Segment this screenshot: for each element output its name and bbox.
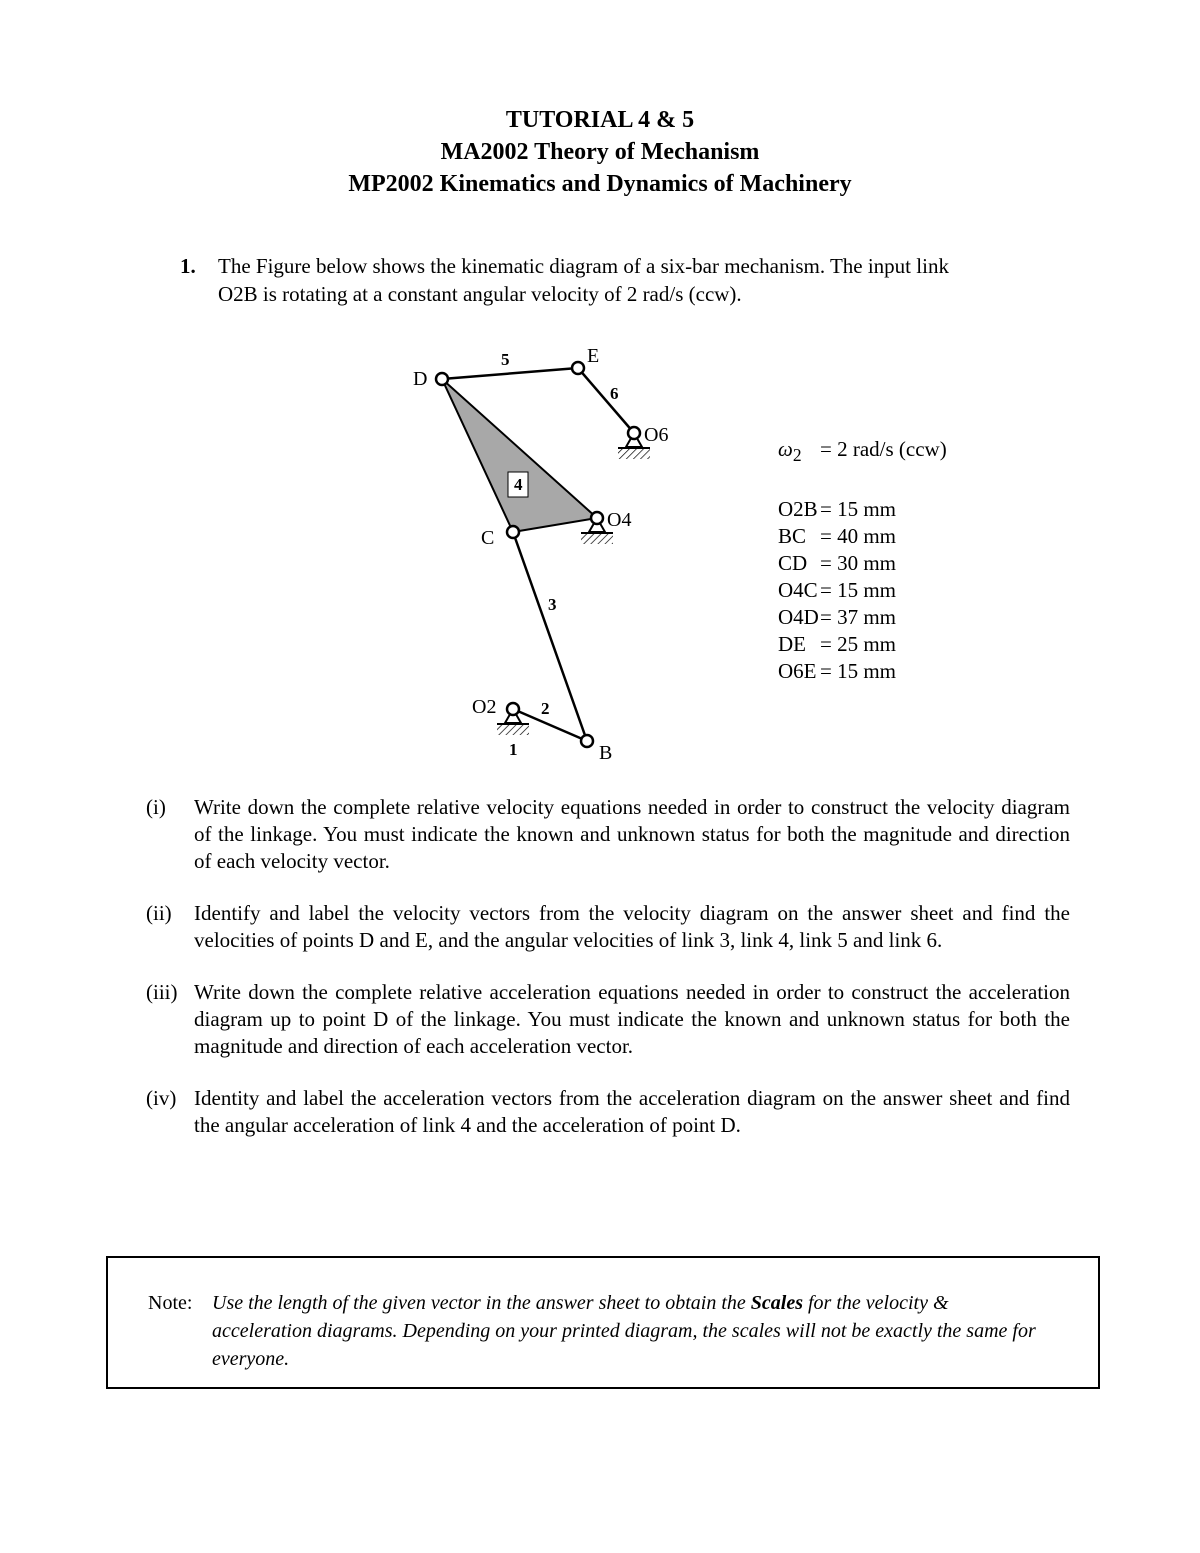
tutorial-title: TUTORIAL 4 & 5 [505, 107, 695, 133]
label-o6: O6 [644, 424, 669, 446]
question-line-1: The Figure below shows the kinematic diagram of a six-bar mechanism. The input link [218, 254, 949, 278]
given-label: O4D [778, 605, 819, 630]
part-number: (ii) [146, 901, 172, 925]
note-text: Use the length of the given vector in the answer sheet to obtain the Scales for the velocity & acceleration diagrams. Depending on your printed diagram, the scales will not be exactly the same for everyone. [212, 1292, 1036, 1370]
question-part [146, 794, 1070, 875]
part-number: (i) [146, 795, 166, 819]
label-c: C [481, 527, 495, 549]
joint-o4 [591, 512, 603, 524]
given-label: O2B [778, 497, 818, 522]
joint-d [436, 373, 448, 385]
given-row [778, 658, 947, 685]
note-scales-word: Scales [750, 1292, 803, 1314]
joint-b [581, 735, 593, 747]
omega-value: = 2 rad/s (ccw) [820, 437, 947, 461]
omega-subscript: 2 [792, 445, 802, 466]
question-part [146, 900, 1070, 954]
given-row [778, 631, 947, 658]
link-3 [513, 532, 587, 741]
link-label-3: 3 [548, 595, 557, 614]
joint-o2 [507, 703, 519, 715]
given-label: CD [778, 551, 808, 576]
link-5 [442, 368, 578, 379]
given-value: = 30 mm [820, 551, 897, 576]
course-title-mp2002: MP2002 Kinematics and Dynamics of Machinery [348, 171, 852, 197]
question-part [146, 979, 1070, 1060]
question-1-intro [180, 252, 1080, 308]
label-b: B [599, 742, 613, 764]
question-part [146, 1085, 1070, 1139]
given-label: DE [778, 632, 806, 657]
given-row [778, 523, 947, 550]
link-label-2: 2 [541, 699, 550, 718]
label-e: E [587, 345, 600, 367]
part-text: Identity and label the acceleration vectors from the acceleration diagram on the answer sheet and find the angular acceleration of link 4 and the acceleration of point D. [194, 1086, 1070, 1137]
note-label: Note: [148, 1292, 193, 1314]
given-value: = 15 mm [820, 497, 897, 522]
given-value: = 40 mm [820, 524, 897, 549]
given-value: = 15 mm [820, 578, 897, 603]
label-o4: O4 [607, 509, 632, 531]
link-4-ternary-plate [442, 379, 597, 532]
joint-e [572, 362, 584, 374]
link-label-6: 6 [610, 384, 619, 403]
given-data [778, 436, 947, 685]
document-header [0, 104, 1200, 200]
given-label: BC [778, 524, 807, 549]
given-value: = 15 mm [820, 659, 897, 684]
part-number: (iv) [146, 1086, 177, 1110]
link-6 [578, 368, 634, 433]
joint-o6 [628, 427, 640, 439]
given-label: O4C [778, 578, 818, 603]
label-d: D [413, 368, 428, 390]
question-line-2: O2B is rotating at a constant angular velocity of 2 rad/s (ccw). [218, 282, 742, 306]
given-dimensions-list [778, 496, 947, 685]
label-o2: O2 [472, 696, 497, 718]
given-value: = 25 mm [820, 632, 897, 657]
part-text: Write down the complete relative acceleration equations needed in order to construct the acceleration diagram up to point D of the linkage. You must indicate the known and unknown status for both the magnitude and direction of each acceleration vector. [194, 980, 1070, 1058]
note-box [106, 1256, 1100, 1389]
omega-symbol: ω [778, 437, 793, 461]
given-value: = 37 mm [820, 605, 897, 630]
link-label-1: 1 [509, 740, 518, 759]
part-number: (iii) [146, 980, 178, 1004]
given-row [778, 604, 947, 631]
part-text: Write down the complete relative velocity equations needed in order to construct the velocity diagram of the linkage. You must indicate the known and unknown status for both the magnitude and direction of each velocity vector. [194, 795, 1070, 873]
question-number: 1. [180, 254, 196, 278]
course-title-ma2002: MA2002 Theory of Mechanism [440, 139, 760, 165]
given-row [778, 550, 947, 577]
link-label-4: 4 [514, 475, 523, 494]
given-row [778, 496, 947, 523]
given-omega-row [778, 436, 947, 469]
question-parts [146, 794, 1070, 1164]
given-row [778, 577, 947, 604]
part-text: Identify and label the velocity vectors from the velocity diagram on the answer sheet and find the velocities of points D and E, and the angular velocities of link 3, link 4, link 5 and link 6. [194, 901, 1070, 952]
link-label-5: 5 [501, 350, 510, 369]
six-bar-mechanism-diagram [380, 330, 700, 780]
joint-c [507, 526, 519, 538]
given-label: O6E [778, 659, 817, 684]
